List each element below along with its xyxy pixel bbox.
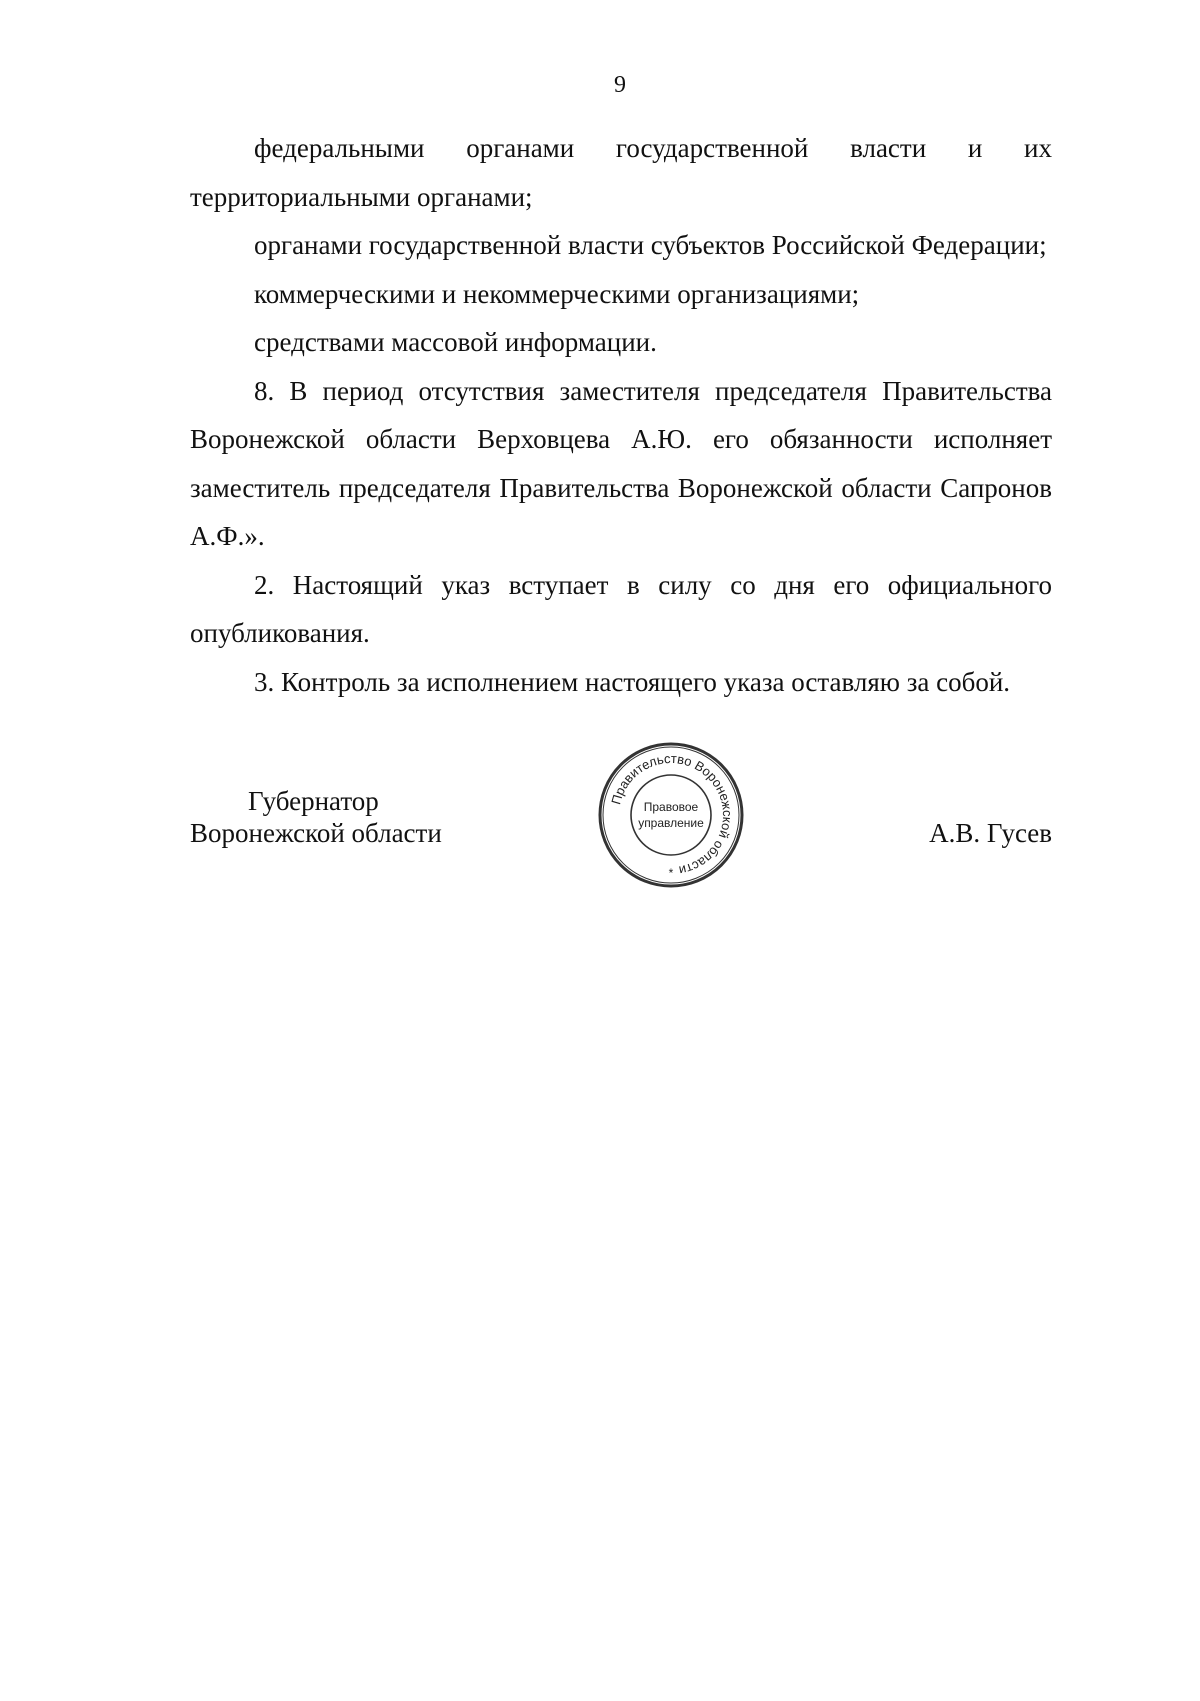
signatory-name: А.В. Гусев <box>929 818 1052 848</box>
stamp-center-line2: управление <box>638 816 704 830</box>
paragraph: 3. Контроль за исполнением настоящего указа оставляю за собой. <box>254 666 1011 697</box>
signatory-position <box>190 785 442 849</box>
stamp-center-line1: Правовое <box>643 800 699 814</box>
signatory-region: Воронежской области <box>190 818 442 848</box>
stamp-star: * <box>668 866 674 880</box>
paragraph: коммерческими и некоммерческими организациями; <box>254 278 860 309</box>
paragraph: 8. В период отсутствия заместителя председателя Правительства Воронежской области Верховцева А.Ю. его обязанности исполняет заместитель председателя Правительства Воронежской области Сапронов А.Ф.». <box>190 375 1052 551</box>
paragraph: 2. Настоящий указ вступает в силу со дня его официального опубликования. <box>190 569 1052 648</box>
stamp-outer-ring-inner <box>603 747 739 883</box>
paragraph: органами государственной власти субъектов Российской Федерации; <box>254 230 1047 260</box>
document-body <box>190 124 1052 706</box>
paragraph: федеральными органами государственной власти и их территориальными органами; <box>190 133 1052 212</box>
official-stamp <box>596 740 746 890</box>
stamp-inner-ring <box>631 775 711 855</box>
paragraph: средствами массовой информации. <box>254 327 657 357</box>
page-number: 9 <box>614 72 626 98</box>
stamp-ring-text: Правительство Воронежской области <box>608 750 736 879</box>
signatory-title: Губернатор <box>248 786 379 816</box>
